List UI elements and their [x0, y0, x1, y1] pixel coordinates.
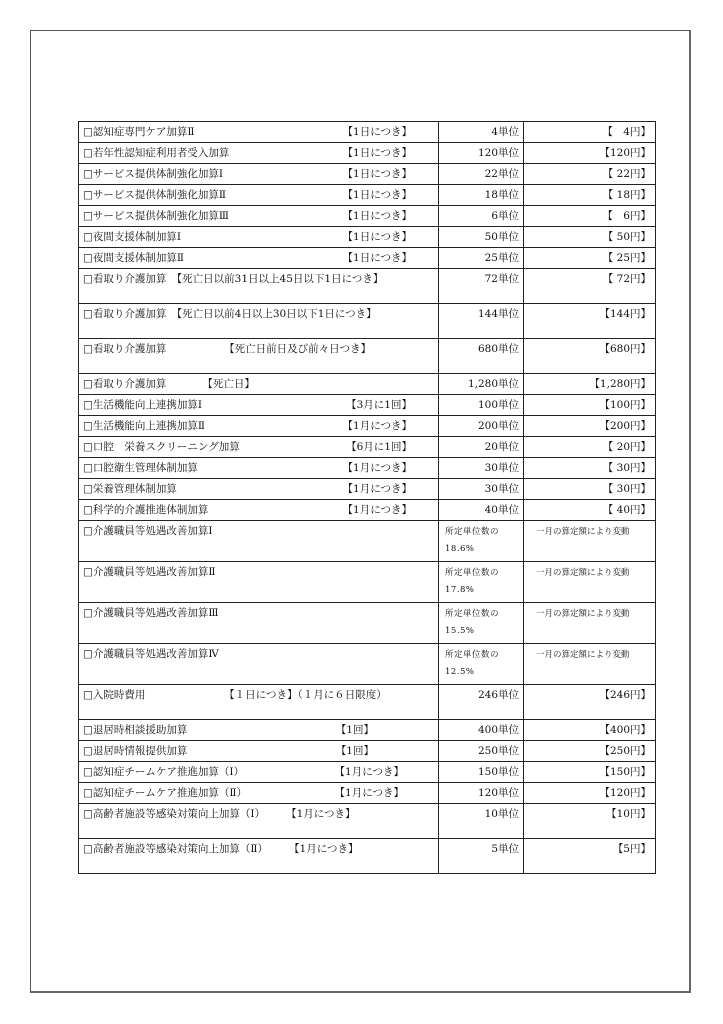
- unit-count: 1,280単位: [439, 374, 524, 395]
- unit-count: 22単位: [439, 164, 524, 185]
- service-name: □介護職員等処遇改善加算Ⅳ: [79, 644, 439, 685]
- yen-amount: 【 72円】: [524, 269, 656, 304]
- unit-count: 6単位: [439, 206, 524, 227]
- table-row: [79, 143, 656, 164]
- table-row: [79, 783, 656, 804]
- service-name: □退居時情報提供加算: [83, 745, 188, 757]
- billing-unit: 【1回】: [335, 724, 374, 736]
- service-name: □生活機能向上連携加算Ⅱ: [83, 420, 206, 432]
- table-row: [79, 685, 656, 720]
- yen-amount: 【 30円】: [524, 458, 656, 479]
- table-row: [79, 395, 656, 416]
- yen-amount: 一月の算定額により変動: [524, 562, 656, 603]
- table-row: [79, 269, 656, 304]
- yen-amount: 【 50円】: [524, 227, 656, 248]
- unit-count: 20単位: [439, 437, 524, 458]
- billing-unit: 【1月につき】: [334, 787, 404, 799]
- billing-unit: 【1回】: [335, 745, 374, 757]
- yen-amount: 【 18円】: [524, 185, 656, 206]
- service-name: □栄養管理体制加算: [83, 483, 177, 495]
- yen-amount: 【 30円】: [524, 479, 656, 500]
- table-row: [79, 374, 656, 395]
- yen-amount: 【200円】: [524, 416, 656, 437]
- billing-unit: 【1日につき】: [342, 147, 412, 159]
- unit-count: 25単位: [439, 248, 524, 269]
- table-row: [79, 185, 656, 206]
- table-row: [79, 416, 656, 437]
- yen-amount: 【10円】: [524, 804, 656, 839]
- table-row: [79, 839, 656, 874]
- table-row: [79, 304, 656, 339]
- unit-count: 18単位: [439, 185, 524, 206]
- yen-amount: 【680円】: [524, 339, 656, 374]
- billing-unit: 【1日につき】: [342, 252, 412, 264]
- billing-unit: 【1月につき】: [342, 462, 412, 474]
- service-name: □介護職員等処遇改善加算Ⅱ: [79, 562, 439, 603]
- yen-amount: 【 4円】: [524, 122, 656, 143]
- yen-amount: 【 40円】: [524, 500, 656, 521]
- service-description: □看取り介護加算 【死亡日以前31日以上45日以下1日につき】: [79, 269, 439, 304]
- unit-count: 120単位: [439, 783, 524, 804]
- table-row: [79, 339, 656, 374]
- billing-unit: 【3月に1回】: [346, 399, 412, 411]
- table-row: [79, 521, 656, 562]
- unit-count: 30単位: [439, 458, 524, 479]
- service-name: □生活機能向上連携加算Ⅰ: [83, 399, 203, 411]
- unit-count: 250単位: [439, 741, 524, 762]
- table-row: [79, 248, 656, 269]
- unit-count: 680単位: [439, 339, 524, 374]
- unit-count: 144単位: [439, 304, 524, 339]
- service-name: □口腔衛生管理体制加算: [83, 462, 198, 474]
- unit-rate: 所定単位数の18.6%: [439, 521, 524, 562]
- yen-amount: 【 6円】: [524, 206, 656, 227]
- unit-rate: 所定単位数の15.5%: [439, 603, 524, 644]
- service-name: □夜間支援体制加算Ⅰ: [83, 231, 182, 243]
- unit-count: 400単位: [439, 720, 524, 741]
- service-name: □若年性認知症利用者受入加算: [83, 147, 230, 159]
- service-name: □介護職員等処遇改善加算Ⅲ: [79, 603, 439, 644]
- billing-unit: 【1月につき】: [342, 504, 412, 516]
- table-row: [79, 437, 656, 458]
- service-name: □認知症チームケア推進加算（Ⅰ）: [83, 766, 245, 778]
- table-row: [79, 562, 656, 603]
- service-name: □夜間支援体制加算Ⅱ: [83, 252, 185, 264]
- service-name: □介護職員等処遇改善加算Ⅰ: [79, 521, 439, 562]
- unit-count: 4単位: [439, 122, 524, 143]
- billing-unit: 【1日につき】: [342, 126, 412, 138]
- unit-count: 72単位: [439, 269, 524, 304]
- unit-count: 40単位: [439, 500, 524, 521]
- yen-amount: 一月の算定額により変動: [524, 603, 656, 644]
- service-name: □サービス提供体制強化加算Ⅲ: [83, 210, 230, 222]
- billing-unit: 【1日につき】: [342, 189, 412, 201]
- billing-unit: 【1月につき】: [342, 483, 412, 495]
- service-description: □入院時費用 【１日につき】（１月に６日限度）: [79, 685, 439, 720]
- service-name: □認知症チームケア推進加算（Ⅱ）: [83, 787, 248, 799]
- unit-rate: 所定単位数の12.5%: [439, 644, 524, 685]
- table-row: [79, 458, 656, 479]
- service-name: □認知症専門ケア加算Ⅱ: [83, 126, 195, 138]
- yen-amount: 【246円】: [524, 685, 656, 720]
- service-name: □退居時相談援助加算: [83, 724, 188, 736]
- service-name: □口腔 栄養スクリーニング加算: [83, 441, 240, 453]
- unit-count: 10単位: [439, 804, 524, 839]
- service-name: □サービス提供体制強化加算Ⅱ: [83, 189, 227, 201]
- yen-amount: 【 25円】: [524, 248, 656, 269]
- table-row: [79, 804, 656, 839]
- yen-amount: 【5円】: [524, 839, 656, 874]
- billing-unit: 【1日につき】: [342, 231, 412, 243]
- service-name: □看取り介護加算: [83, 378, 167, 390]
- yen-amount: 【144円】: [524, 304, 656, 339]
- service-description: □高齢者施設等感染対策向上加算（Ⅱ） 【1月につき】: [79, 839, 439, 874]
- table-row: [79, 720, 656, 741]
- service-name: □科学的介護推進体制加算: [83, 504, 209, 516]
- billing-unit: 【1月につき】: [342, 420, 412, 432]
- unit-count: 5単位: [439, 839, 524, 874]
- unit-count: 150単位: [439, 762, 524, 783]
- yen-amount: 【1,280円】: [524, 374, 656, 395]
- yen-amount: 【120円】: [524, 783, 656, 804]
- table-row: [79, 603, 656, 644]
- billing-unit: 【6月に1回】: [346, 441, 412, 453]
- yen-amount: 一月の算定額により変動: [524, 644, 656, 685]
- service-name: □サービス提供体制強化加算Ⅰ: [83, 168, 224, 180]
- table-row: [79, 500, 656, 521]
- table-row: [79, 741, 656, 762]
- yen-amount: 【150円】: [524, 762, 656, 783]
- yen-amount: 【120円】: [524, 143, 656, 164]
- billing-unit: 【死亡日】: [202, 378, 255, 390]
- billing-unit: 【1月につき】: [334, 766, 404, 778]
- service-description: □看取り介護加算 【死亡日前日及び前々日つき】: [79, 339, 439, 374]
- billing-unit: 【1日につき】: [342, 210, 412, 222]
- yen-amount: 【250円】: [524, 741, 656, 762]
- yen-amount: 【 22円】: [524, 164, 656, 185]
- table-row: [79, 479, 656, 500]
- service-description: □高齢者施設等感染対策向上加算（Ⅰ） 【1月につき】: [79, 804, 439, 839]
- unit-rate: 所定単位数の17.8%: [439, 562, 524, 603]
- yen-amount: 【 20円】: [524, 437, 656, 458]
- fee-table: [78, 121, 656, 874]
- unit-count: 200単位: [439, 416, 524, 437]
- yen-amount: 一月の算定額により変動: [524, 521, 656, 562]
- table-row: [79, 206, 656, 227]
- table-row: [79, 762, 656, 783]
- unit-count: 30単位: [439, 479, 524, 500]
- unit-count: 120単位: [439, 143, 524, 164]
- table-row: [79, 164, 656, 185]
- table-row: [79, 227, 656, 248]
- table-row: [79, 122, 656, 143]
- unit-count: 50単位: [439, 227, 524, 248]
- yen-amount: 【100円】: [524, 395, 656, 416]
- unit-count: 100単位: [439, 395, 524, 416]
- unit-count: 246単位: [439, 685, 524, 720]
- service-description: □看取り介護加算 【死亡日以前4日以上30日以下1日につき】: [79, 304, 439, 339]
- billing-unit: 【1日につき】: [342, 168, 412, 180]
- yen-amount: 【400円】: [524, 720, 656, 741]
- table-row: [79, 644, 656, 685]
